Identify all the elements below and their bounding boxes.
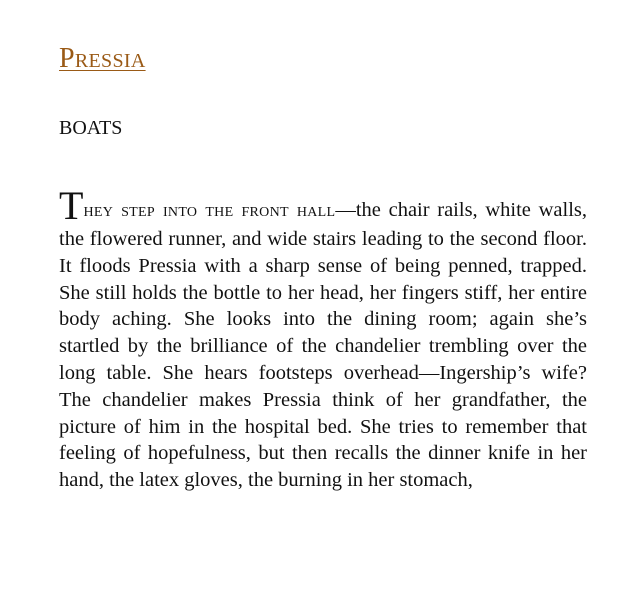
section-heading: BOATS [59, 117, 123, 139]
body-paragraph [59, 183, 587, 494]
drop-cap: T [59, 183, 84, 228]
paragraph-text: —the chair rails, white walls, the flowered runner, and wide stairs leading to the second floor. It floods Pressia with a sharp sense of being penned, trapped. She still holds the bottle to her head, her fingers stiff, her entire body aching. She looks into the dining room; again she’s startled by the brilliance of the chandelier trembling over the long table. She hears footsteps overhead—Ingership’s wife? The chandelier makes Pressia think of her grandfather, the picture of him in the hospital bed. She tries to remember that feeling of hopefulness, but then recalls the dinner knife in her hand, the latex gloves, the burning in her stomach, [59, 199, 587, 492]
lead-in-small-caps: hey step into the front hall [83, 199, 336, 221]
chapter-title-link[interactable]: Pressia [59, 43, 146, 74]
